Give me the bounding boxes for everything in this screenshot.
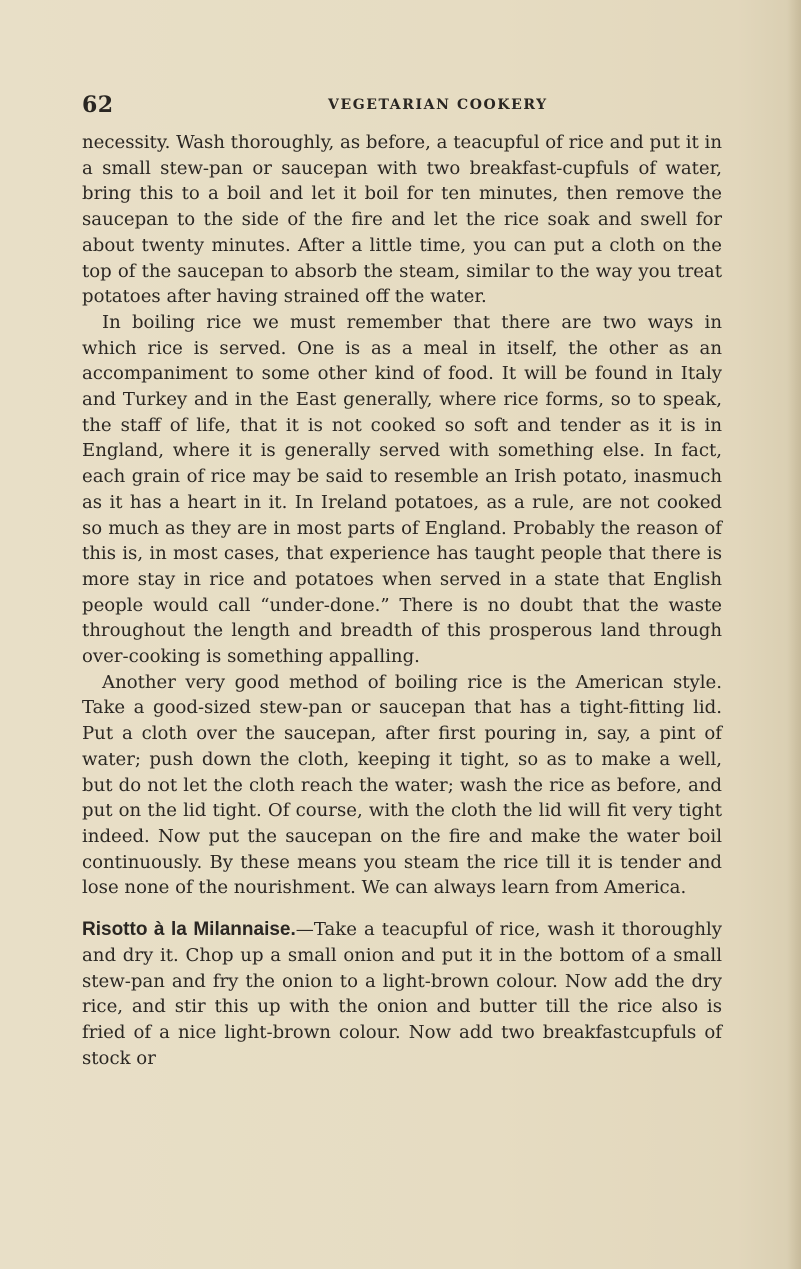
paragraph-rice-boiling-continued: necessity. Wash thoroughly, as before, a teacupful of rice and put it in a small stew-pan or saucepan with two breakfast-cupfuls of water, bring this to a boil and let it boil for ten minutes, then remove the saucepan to the side of the fire and let the rice soak and swell for about twenty minutes. After a little time, you can put a cloth on the top of the saucepan to absorb the steam, similar to the way you treat potatoes after having strained off the water. xyxy=(82,132,722,308)
page-number: 62 xyxy=(82,92,114,118)
recipe-title: Risotto à la Milannaise. xyxy=(82,919,296,941)
page-header xyxy=(82,92,722,116)
recipe-risotto xyxy=(82,917,722,1071)
recipe-text: —Take a teacupful of rice, wash it thoroughly and dry it. Chop up a small onion and put it in the bottom of a small stew-pan and fry the onion to a light-brown colour. Now add the dry rice, and stir this up with the onion and butter till the rice also is fried of a nice light-brown colour. Now add two breakfastcupfuls of stock or xyxy=(82,919,722,1069)
page-edge-shadow xyxy=(787,0,801,1269)
paragraph-american-style: Another very good method of boiling rice is the American style. Take a good-sized stew-pan or saucepan that has a tight-fitting lid. Put a cloth over the saucepan, after first pouring in, say, a pint of water; push down the cloth, keeping it tight, so as to make a well, but do not let the cloth reach the water; wash the rice as before, and put on the lid tight. Of course, with the cloth the lid will fit very tight indeed. Now put the saucepan on the fire and make the water boil continuously. By these means you steam the rice till it is tender and lose none of the nourishment. We can always learn from America. xyxy=(82,671,722,899)
paragraph-two-ways-rice-served: In boiling rice we must remember that there are two ways in which rice is served. One is as a meal in itself, the other as an accompaniment to some other kind of food. It will be found in Italy and Turkey and in the East generally, where rice forms, so to speak, the staff of life, that it is not cooked so soft and tender as it is in England, where it is generally served with something else. In fact, each grain of rice may be said to resemble an Irish potato, inasmuch as it has a heart in it. In Ireland potatoes, as a rule, are not cooked so much as they are in most parts of England. Probably the reason of this is, in most cases, that experience has taught people that there is more stay in rice and potatoes when served in a state that English people would call “under-done.” There is no doubt that the waste throughout the length and breadth of this prosperous land through over-cooking is something appalling. xyxy=(82,311,722,668)
running-head: VEGETARIAN COOKERY xyxy=(328,97,548,113)
body-text xyxy=(82,130,722,1071)
